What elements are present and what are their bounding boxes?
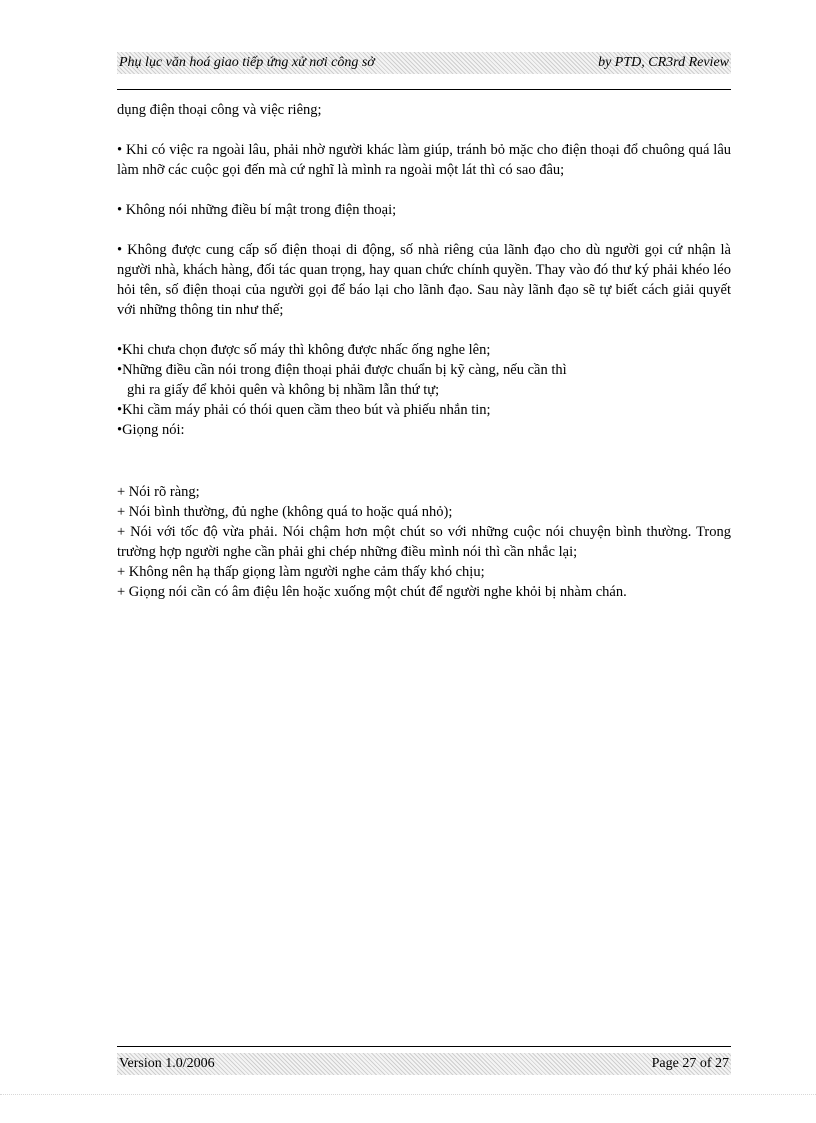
footer-page-number: Page 27 of 27 — [651, 1056, 729, 1071]
voice-item-1: + Nói rõ ràng; — [117, 484, 200, 500]
bullet-item-2: •Những điều cần nói trong điện thoại phải được chuẩn bị kỹ càng, nếu cần thì — [117, 362, 567, 378]
paragraph-1: dụng điện thoại công và việc riêng; — [117, 102, 322, 118]
header-author: by PTD, CR3rd Review — [598, 55, 729, 70]
paragraph-2: • Khi có việc ra ngoài lâu, phải nhờ người khác làm giúp, tránh bỏ mặc cho điện thoại đổ chuông quá lâu làm nhỡ các cuộc gọi đến mà cứ nghĩ là mình ra ngoài một lát thì có sao đâu; — [117, 142, 731, 178]
footer-version: Version 1.0/2006 — [119, 1056, 215, 1071]
bullet-item-1: •Khi chưa chọn được số máy thì không được nhấc ống nghe lên; — [117, 342, 491, 358]
header-divider — [117, 89, 731, 90]
paragraph-3: • Không nói những điều bí mật trong điện thoại; — [117, 202, 397, 218]
paragraph-4: • Không được cung cấp số điện thoại di động, số nhà riêng của lãnh đạo cho dù người gọi cứ nhận là người nhà, khách hàng, đối tác quan trọng, hay quan chức chính quyền. Thay vào đó thư ký phải khéo léo hỏi tên, số điện thoại của người gọi để báo lại cho lãnh đạo. Sau này lãnh đạo sẽ tự biết cách giải quyết với những thông tin như thế; — [117, 242, 731, 318]
page-header — [117, 52, 731, 74]
bullet-item-4: •Giọng nói: — [117, 422, 185, 438]
footer-divider — [117, 1046, 731, 1047]
voice-item-5: + Giọng nói cần có âm điệu lên hoặc xuống một chút để người nghe khỏi bị nhàm chán. — [117, 584, 627, 600]
voice-item-4: + Không nên hạ thấp giọng làm người nghe cảm thấy khó chịu; — [117, 564, 485, 580]
voice-item-3: + Nói với tốc độ vừa phải. Nói chậm hơn một chút so với những cuộc nói chuyện bình thường. Trong trường hợp người nghe cần phải ghi chép những điều mình nói thì cần nhắc lại; — [117, 524, 731, 560]
bullet-item-3: •Khi cầm máy phải có thói quen cầm theo bút và phiếu nhắn tin; — [117, 402, 491, 418]
page-footer — [117, 1053, 731, 1075]
header-title: Phụ lục văn hoá giao tiếp ứng xử nơi công sở — [119, 55, 375, 70]
page-bottom-edge — [0, 1094, 816, 1095]
page-body — [117, 100, 731, 602]
bullet-item-2-continuation: ghi ra giấy để khỏi quên và không bị nhầm lẫn thứ tự; — [127, 382, 440, 398]
voice-item-2: + Nói bình thường, đủ nghe (không quá to hoặc quá nhỏ); — [117, 504, 453, 520]
